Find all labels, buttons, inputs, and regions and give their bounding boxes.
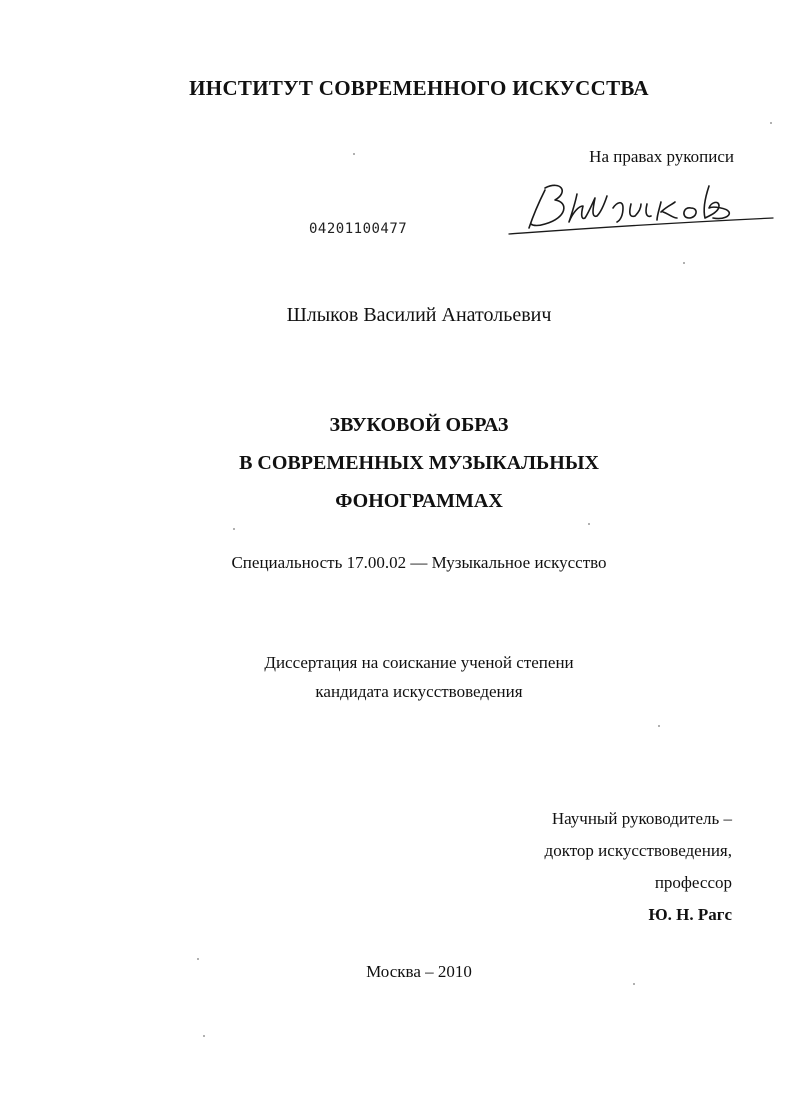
supervisor-degree: доктор искусствоведения,: [544, 841, 732, 860]
scan-speck: [233, 528, 235, 530]
scan-speck: [203, 1035, 205, 1037]
rights-note: На правах рукописи: [589, 147, 734, 166]
document-code: 04201100477: [309, 221, 408, 237]
supervisor-block: [440, 803, 732, 931]
scan-speck: [197, 958, 199, 960]
supervisor-role: Научный руководитель –: [551, 809, 732, 828]
scan-speck: [683, 262, 685, 264]
supervisor-name: Ю. Н. Рагс: [648, 905, 732, 924]
degree-line: Диссертация на соискание ученой степени: [264, 653, 574, 672]
scan-speck: [588, 523, 590, 525]
scan-speck: [353, 153, 355, 155]
specialty-line: Специальность 17.00.02 — Музыкальное искусство: [231, 553, 607, 572]
scan-speck: [633, 983, 635, 985]
city-year: Москва – 2010: [366, 962, 472, 981]
dissertation-title: [0, 406, 794, 520]
scan-speck: [770, 122, 772, 124]
handwritten-signature: [505, 172, 780, 244]
scan-speck: [658, 725, 660, 727]
institute-heading: ИНСТИТУТ СОВРЕМЕННОГО ИСКУССТВА: [189, 76, 649, 100]
supervisor-title: профессор: [654, 873, 732, 892]
title-line: ФОНОГРАММАХ: [335, 490, 503, 512]
degree-statement: [0, 648, 794, 706]
author-name: Шлыков Василий Анатольевич: [286, 304, 552, 326]
title-line: ЗВУКОВОЙ ОБРАЗ: [329, 414, 509, 436]
degree-line: кандидата искусствоведения: [315, 682, 523, 701]
title-line: В СОВРЕМЕННЫХ МУЗЫКАЛЬНЫХ: [239, 452, 599, 474]
